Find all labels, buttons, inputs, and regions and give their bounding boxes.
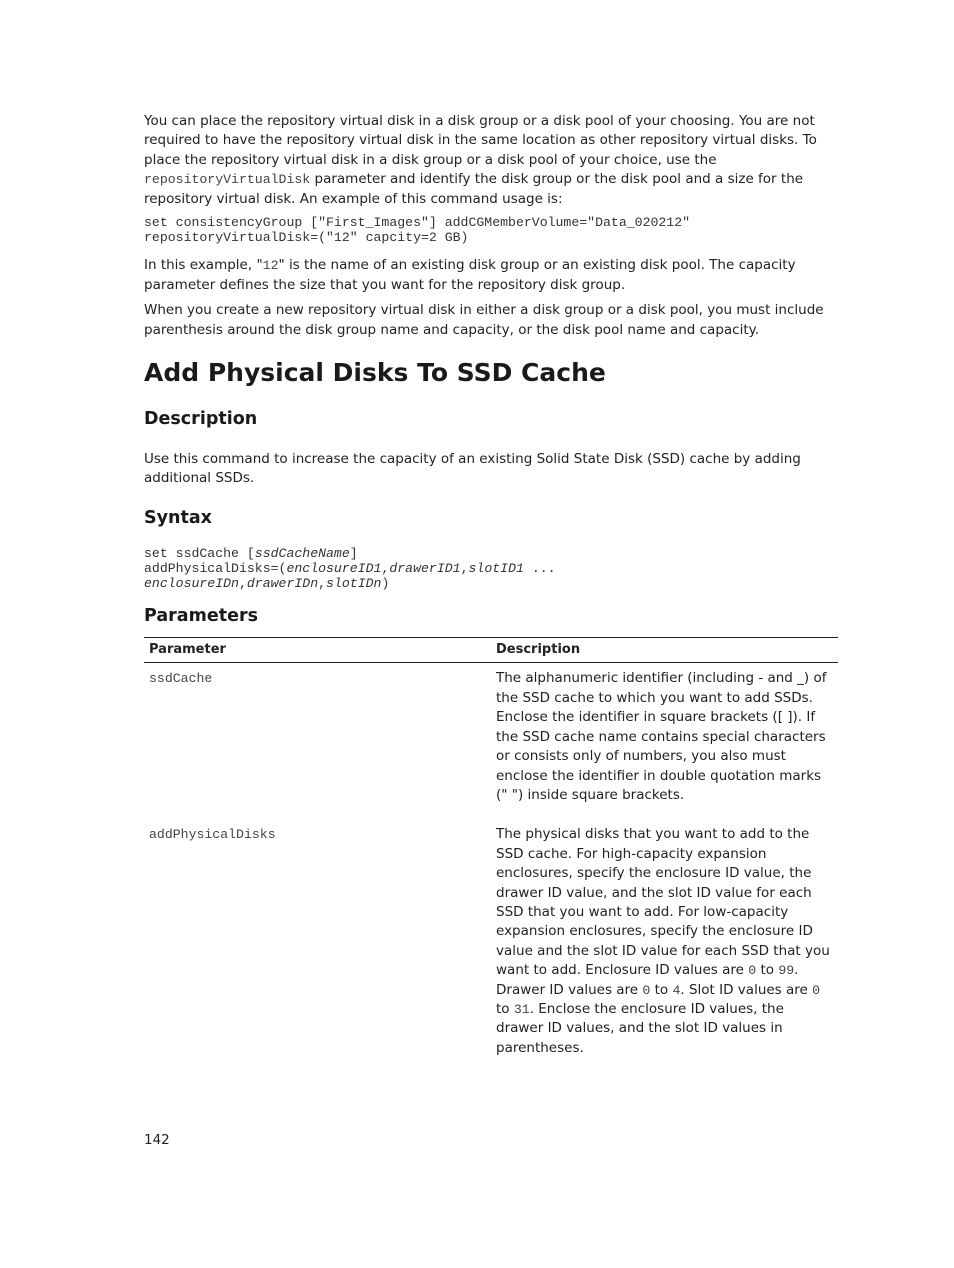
section-title: Add Physical Disks To SSD Cache [144, 358, 606, 388]
table-header-row [144, 638, 838, 663]
inline-code: 99 [778, 963, 795, 979]
code-token: ) [381, 576, 390, 592]
param-name: ssdCache [149, 671, 213, 687]
text: to [496, 1000, 514, 1017]
code-token: ssdCacheName [254, 545, 350, 561]
intro-paragraph-2 [144, 256, 838, 295]
inline-code: 31 [513, 1001, 530, 1017]
inline-code: 0 [642, 982, 651, 998]
code-line [144, 561, 838, 576]
code-line: repositoryVirtualDisk=("12" capcity=2 GB) [144, 230, 469, 246]
text: " is the name of an existing disk group or an existing disk pool. The capacity parameter defines the size that you want for the repository disk group. [144, 257, 796, 293]
code-token: , [318, 576, 327, 592]
code-line: set consistencyGroup ["First_Images"] addCGMemberVolume="Data_020212" [144, 215, 691, 231]
param-description [491, 819, 838, 1072]
inline-code: 4 [672, 982, 681, 998]
intro-paragraph-1 [144, 112, 838, 209]
code-token: drawerIDn [246, 576, 319, 592]
code-token: , [381, 561, 390, 577]
text: In this example, " [144, 257, 263, 274]
text: to [756, 962, 779, 979]
description-text: Use this command to increase the capacity of an existing Solid State Disk (SSD) cache by adding additional SSDs. [144, 451, 801, 487]
text: . Enclose the enclosure ID values, the drawer ID values, and the slot ID values in parentheses. [496, 1000, 784, 1056]
code-token: , [238, 576, 247, 592]
page-number: 142 [144, 1132, 170, 1148]
code-token: , [460, 561, 469, 577]
intro-paragraph-3: When you create a new repository virtual disk in either a disk group or a disk pool, you must include parenthesis around the disk group name and capacity, or the disk pool name and capacity. [144, 302, 824, 338]
table-row [144, 663, 838, 819]
description-heading: Description [144, 409, 258, 430]
example-code-block [144, 215, 838, 245]
parameters-heading: Parameters [144, 606, 258, 627]
inline-code: 12 [262, 258, 279, 274]
code-token: set ssdCache [ [144, 545, 255, 561]
text: . Slot ID values are [680, 981, 813, 998]
text: . Drawer ID values are [496, 962, 799, 998]
code-token: enclosureID1 [286, 561, 382, 577]
param-description: The alphanumeric identifier (including - and _) of the SSD cache to which you want to add SSDs. Enclose the identifier in square brackets ([ ]). If the SSD cache name contains special characters or consists only of numbers, you also must enclose the identifier in double quotation marks (" ") inside square brackets. [496, 670, 827, 803]
code-token: slotID1 [468, 561, 524, 577]
code-line [144, 546, 838, 561]
text: The physical disks that you want to add to the SSD cache. For high-capacity expansion enclosures, specify the enclosure ID value, the drawer ID value, and the slot ID value for each SSD that you want to add. For low-capacity expansion enclosures, specify the enclosure ID value and the slot ID value for each SSD that you want to add. Enclosure ID values are [496, 826, 830, 979]
syntax-code-block [144, 546, 838, 592]
document-page [144, 112, 838, 1072]
table-row [144, 819, 838, 1072]
code-token: drawerID1 [389, 561, 461, 577]
inline-code: 0 [812, 982, 821, 998]
code-line [144, 576, 838, 591]
column-header-parameter: Parameter [144, 638, 491, 663]
code-token: enclosureIDn [144, 576, 239, 592]
text: parameter and identify the disk group or the disk pool and a size for the repository virtual disk. An example of this command usage is: [144, 171, 804, 207]
column-header-description: Description [491, 638, 838, 663]
code-token: addPhysicalDisks=( [144, 561, 287, 577]
parameters-table [144, 637, 838, 1072]
code-token: slotIDn [326, 576, 382, 592]
code-token: ] [349, 545, 358, 561]
text: You can place the repository virtual disk in a disk group or a disk pool of your choosing. You are not required to have the repository virtual disk in the same location as other repository virtual disks. To place the repository virtual disk in a disk group or a disk pool of your choice, use the [144, 113, 817, 168]
text: to [650, 981, 673, 998]
param-name: addPhysicalDisks [149, 827, 276, 843]
inline-code: 0 [748, 963, 757, 979]
syntax-heading: Syntax [144, 507, 212, 528]
code-token: ... [523, 561, 556, 577]
inline-code: repositoryVirtualDisk [144, 172, 311, 188]
